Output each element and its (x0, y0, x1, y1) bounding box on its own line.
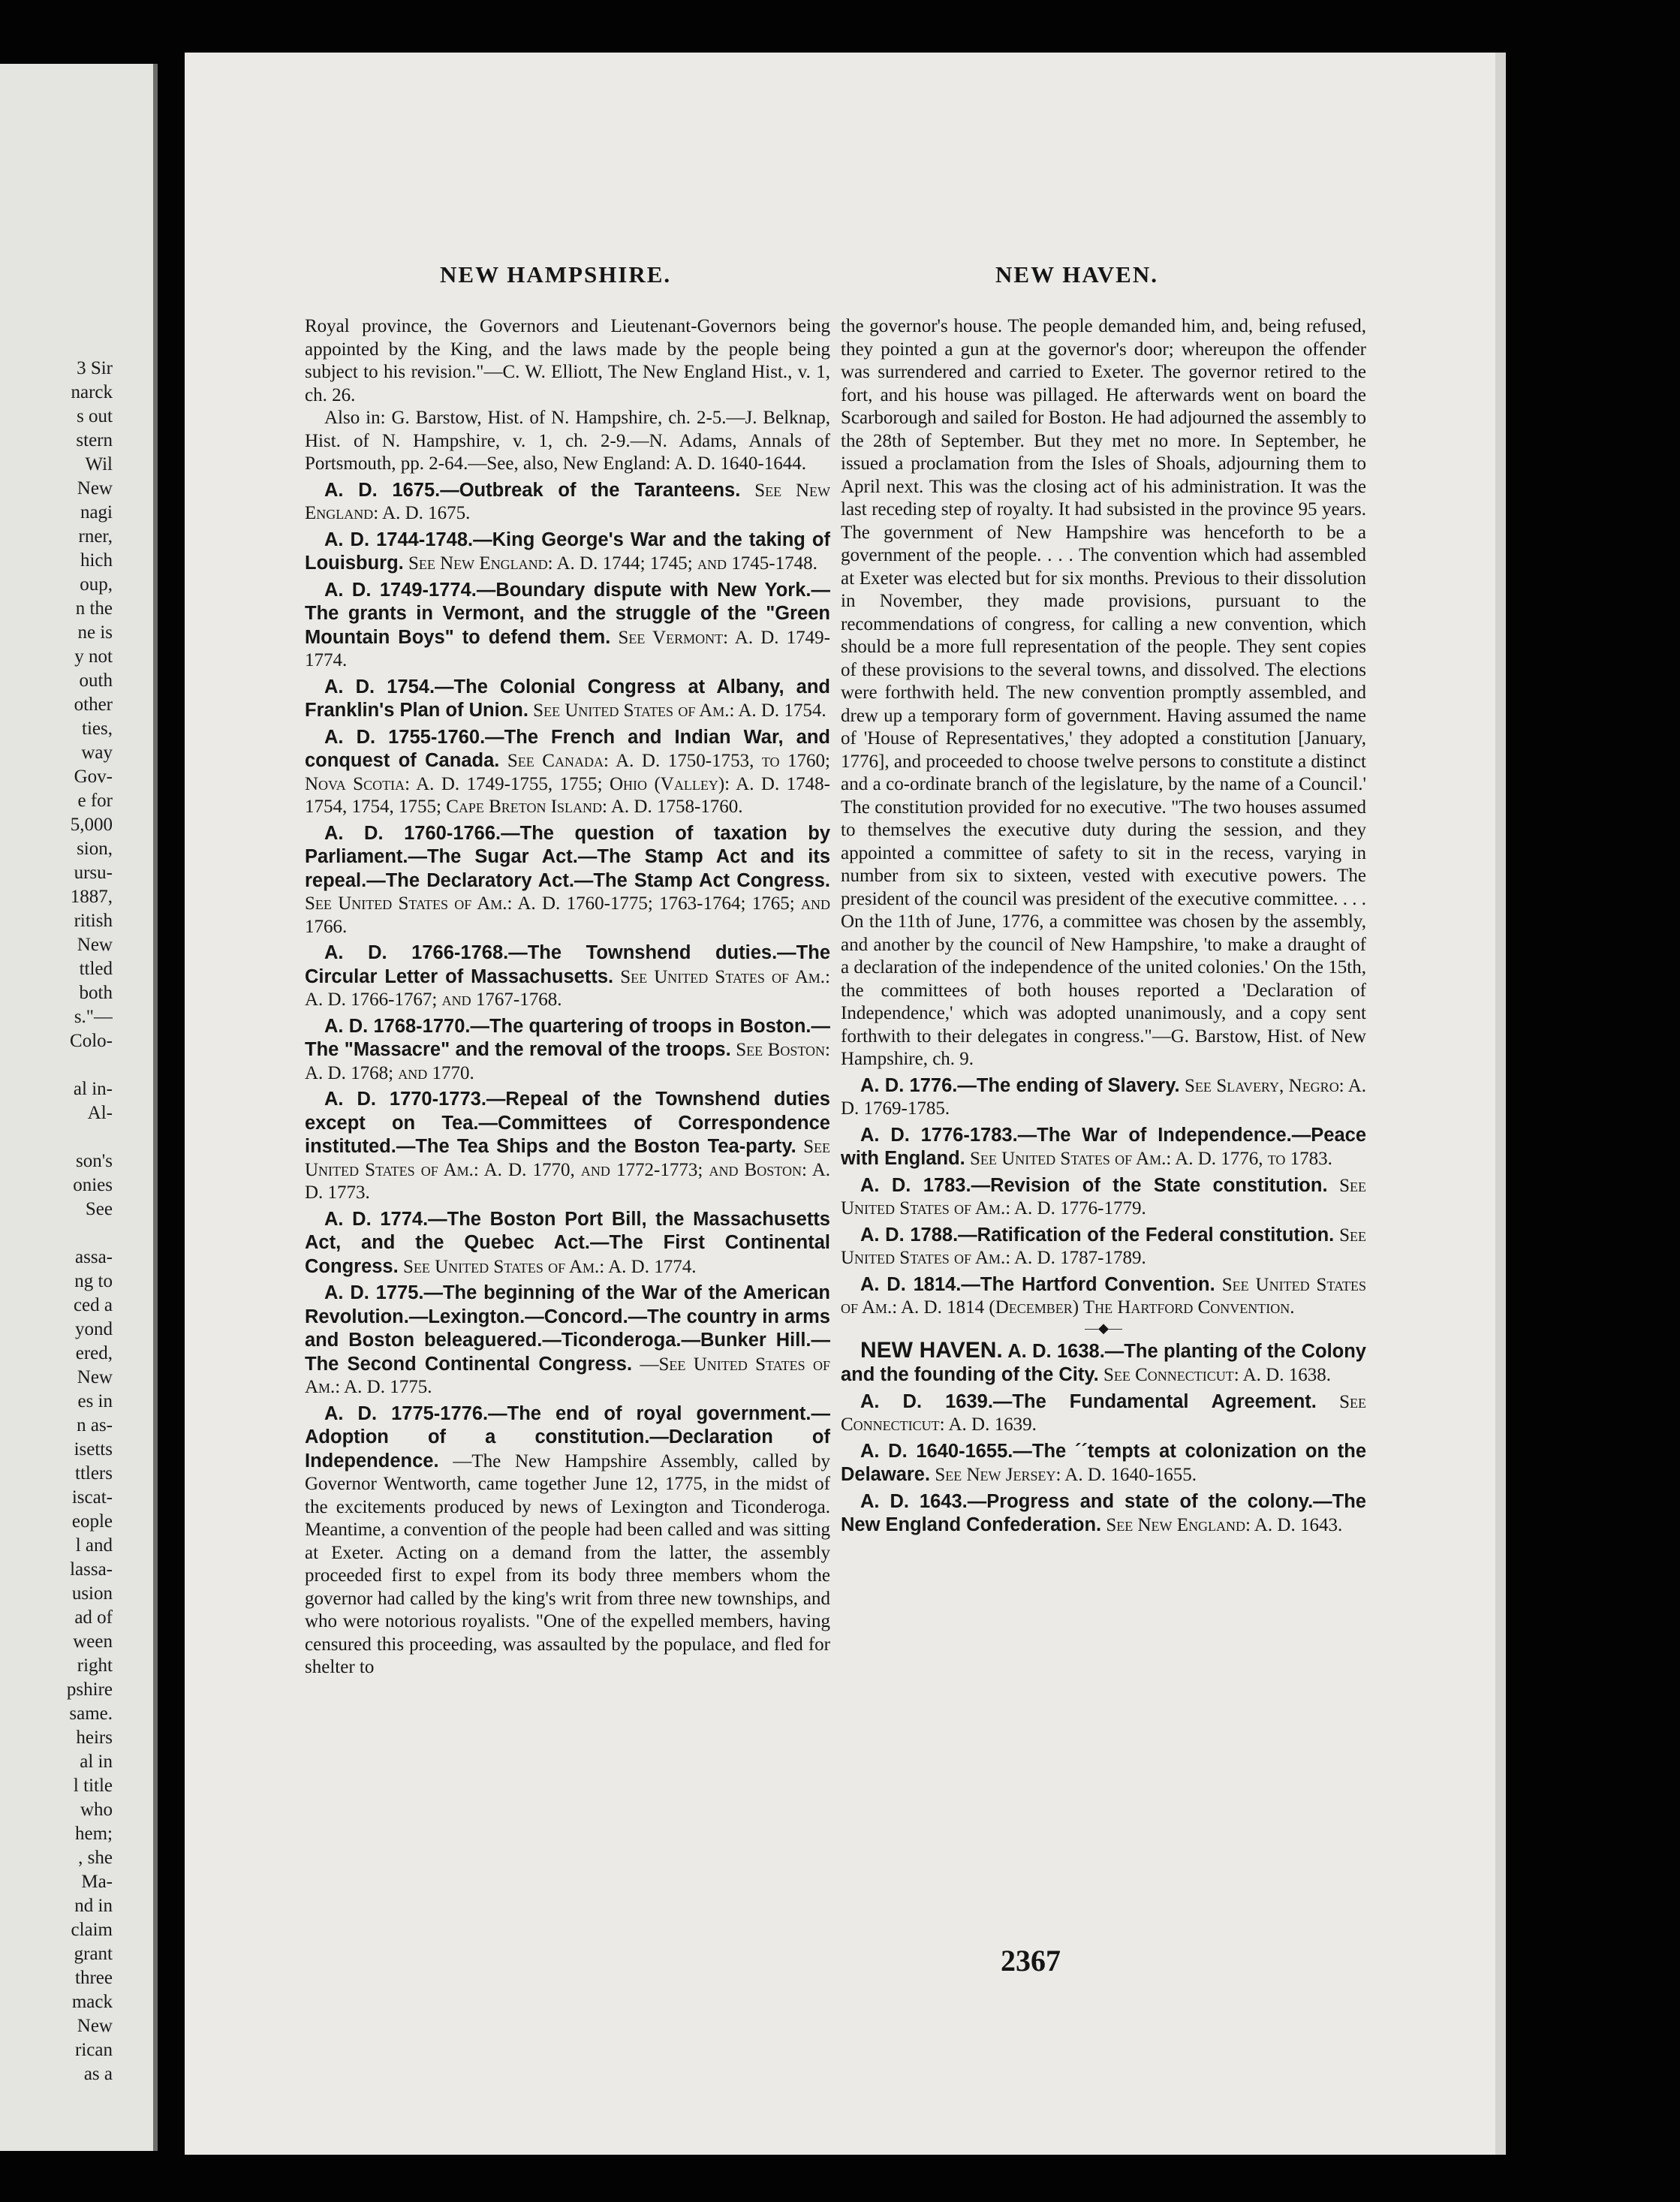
chronology-entry (305, 529, 830, 576)
entry-heading: A. D. 1776.—The ending of Slavery. (860, 1074, 1180, 1096)
right-entries (841, 1074, 1366, 1320)
fragment-line: l title (73, 1776, 113, 1796)
chronology-entry (305, 1282, 830, 1399)
fragment-line: assa- (75, 1247, 113, 1267)
fragment-line: outh (79, 670, 113, 691)
fragment-line: three (75, 1968, 113, 1988)
entry-reference: See New England: A. D. 1643. (1106, 1515, 1343, 1535)
fragment-line: Colo- (70, 1031, 113, 1051)
running-head-left: NEW HAMPSHIRE. (440, 261, 672, 288)
fragment-line: s."— (74, 1007, 113, 1027)
entry-heading: A. D. 1766-1768.—The Townshend duties.—The Circular Letter of Massachusetts. (305, 942, 830, 987)
fragment-line: ng to (74, 1271, 113, 1291)
fragment-line: son's (76, 1151, 113, 1171)
new-haven-title: NEW HAVEN. (860, 1337, 1003, 1363)
fragment-line: es in (77, 1391, 113, 1411)
book-page (185, 53, 1506, 2155)
page-gutter (153, 64, 158, 2151)
fragment-line: n the (75, 598, 113, 619)
fragment-line: n as- (77, 1415, 113, 1435)
fragment-line: 5,000 (70, 815, 113, 835)
new-haven-first-entry (841, 1339, 1366, 1387)
chronology-entry (841, 1224, 1366, 1270)
fragment-line (0, 1053, 113, 1077)
fragment-line: ered, (75, 1343, 113, 1363)
entry-reference: —See United States of Am.: A. D. 1775. (305, 1354, 830, 1397)
entry-heading: A. D. 1754.—The Colonial Congress at Albany, and Franklin's Plan of Union. (305, 676, 830, 721)
entry-reference: See Connecticut: A. D. 1638. (1103, 1365, 1331, 1385)
previous-page-text-fragments (0, 357, 113, 2086)
fragment-line: rican (75, 2040, 113, 2060)
fragment-line: ttled (79, 959, 113, 979)
fragment-line: nagi (80, 502, 113, 523)
fragment-line: isetts (74, 1439, 113, 1459)
fragment-line: al in (80, 1752, 113, 1772)
entry-heading: A. D. 1640-1655.—The ´´tempts at colonization on the Delaware. (841, 1440, 1366, 1485)
fragment-line: s out (77, 406, 113, 426)
also-in-references: Also in: G. Barstow, Hist. of N. Hampshire, ch. 2-5.—J. Belknap, Hist. of N. Hampshire, v. 1, ch. 2-9.—N. Adams, Annals of Portsmouth, pp. 2-64.—See, also, New England: A. D. 1640-1644. (305, 408, 830, 474)
page-edge-shadow (1495, 53, 1506, 2155)
entry-heading: A. D. 1768-1770.—The quartering of troops in Boston.—The "Massacre" and the removal of the troops. (305, 1015, 830, 1060)
fragment-line: Al- (87, 1103, 113, 1123)
fragment-line: mack (71, 1992, 113, 2012)
entry-heading: A. D. 1783.—Revision of the State constitution. (860, 1174, 1328, 1196)
intro-quote: Royal province, the Governors and Lieutenant-Governors being appointed by the King, and the laws made by the people being subject to his revision."—C. W. Elliott, The New England Hist., v. 1, ch. 26. (305, 316, 830, 405)
fragment-line: iscat- (71, 1487, 113, 1508)
entry-heading: A. D. 1760-1766.—The question of taxation by Parliament.—The Sugar Act.—The Stamp Act and its repeal.—The Declaratory Act.—The Stamp Act Congress. (305, 822, 830, 891)
fragment-line: See (85, 1199, 113, 1219)
fragment-line: New (77, 2016, 113, 2036)
fragment-line: y not (74, 646, 113, 667)
chronology-entry (841, 1074, 1366, 1121)
entry-heading: A. D. 1755-1760.—The French and Indian War, and conquest of Canada. (305, 726, 830, 771)
section-divider: —◆— (1085, 1320, 1122, 1336)
chronology-entry (841, 1124, 1366, 1171)
right-column (841, 315, 1366, 1538)
fragment-line: narck (71, 382, 113, 402)
fragment-line: New (77, 478, 113, 499)
fragment-line: ween (73, 1631, 113, 1652)
fragment-line: l and (75, 1535, 113, 1556)
fragment-line: ad of (74, 1607, 113, 1628)
chronology-entry (841, 1440, 1366, 1487)
entry-reference: See United States of Am.: A. D. 1766-1767; and 1767-1768. (305, 966, 830, 1010)
fragment-line: onies (73, 1175, 113, 1195)
entry-heading: A. D. 1643.—Progress and state of the colony.—The New England Confederation. (841, 1490, 1366, 1535)
fragment-line: same. (69, 1703, 113, 1724)
fragment-line: oup, (80, 574, 113, 595)
fragment-line: hem; (75, 1824, 113, 1844)
running-head-right: NEW HAVEN. (995, 261, 1158, 288)
entry-reference: See United States of Am.: A. D. 1760-1775; 1763-1764; 1765; and 1766. (305, 893, 830, 937)
entry-reference: See Boston: A. D. 1768; and 1770. (305, 1040, 830, 1083)
fragment-line: ritish (74, 911, 113, 931)
fragment-line: grant (74, 1944, 113, 1964)
chronology-entry (305, 1088, 830, 1205)
continuation-text: the governor's house. The people demanded him, and, being refused, they pointed a gun at the governor's door; whereupon the offender was surrendered and carried to Exeter. The governor retired to the fort, and his house was pillaged. He afterwards went on board the Scarborough and sailed for Boston. He had adjourned the assembly to the 28th of September. But they met no more. In September, he issued a proclamation from the Isles of Shoals, adjourning them to April next. This was the closing act of his administration. It was the last receding step of royalty. It had subsisted in the province 95 years. The government of New Hampshire was henceforth to be a government of the people. . . . The convention which had assembled at Exeter was elected but for six months. Previous to their dissolution in November, they made provisions, pursuant to the recommendations of congress, for calling a new convention, which should be a more full representation of the people. They sent copies of these provisions to the several towns, and dissolved. The elections were forthwith held. The new convention promptly assembled, and drew up a temporary form of government. Having assumed the name of 'House of Representatives,' they adopted a constitution [January, 1776], and proceeded to choose twelve persons to constitute a distinct and a co-ordinate branch of the legislature, by the name of a Council.' The constitution provided for no executive. "The two houses assumed to themselves the executive duty during the session, and they appointed a committee of safety to sit in the recess, varying in number from six to sixteen, vested with executive powers. The president of the council was president of the executive committee. . . . On the 11th of June, 1776, a committee was chosen by the assembly, and another by the council of New Hampshire, 'to make a draught of a declaration of the independence of the united colonies.' On the 15th, the committees of both houses reported a 'Declaration of Independence,' which was adopted unanimously, and a copy sent forthwith to their delegates in congress."—G. Barstow, Hist. of New Hampshire, ch. 9. (841, 316, 1366, 1069)
entry-reference: See United States of Am.: A. D. 1774. (402, 1256, 697, 1277)
chronology-entry (841, 1174, 1366, 1221)
entry-reference: See New England: A. D. 1675. (305, 480, 831, 523)
fragment-line (0, 1221, 113, 1246)
fragment-line: who (80, 1800, 113, 1820)
entry-reference: See Slavery, Negro: A. D. 1769-1785. (841, 1075, 1366, 1119)
fragment-line: lassa- (70, 1559, 113, 1580)
chronology-entry (305, 941, 830, 1012)
fragment-line: as a (83, 2064, 113, 2084)
entry-reference: See New England: A. D. 1744; 1745; and 1745-1748. (408, 553, 817, 574)
entry-reference: See Connecticut: A. D. 1639. (841, 1391, 1366, 1435)
chronology-entry (305, 579, 830, 673)
fragment-line: , she (78, 1848, 113, 1868)
entry-heading: A. D. 1776-1783.—The War of Independence.—Peace with England. (841, 1124, 1366, 1169)
entry-reference: See New Jersey: A. D. 1640-1655. (935, 1465, 1197, 1485)
chronology-entry (305, 479, 830, 526)
entry-heading: A. D. 1675.—Outbreak of the Taranteens. (324, 479, 741, 501)
entry-reference: See Canada: A. D. 1750-1753, to 1760; Nova Scotia: A. D. 1749-1755, 1755; Ohio (Valley): A. D. 1748-1754, 1754, 1755; Cape Breton Island: A. D. 1758-1760. (305, 751, 830, 817)
chronology-entry (305, 726, 830, 819)
entry-heading: A. D. 1814.—The Hartford Convention. (860, 1273, 1215, 1295)
entry-reference: See United States of Am.: A. D. 1776-1779. (841, 1175, 1366, 1218)
fragment-line: nd in (74, 1896, 113, 1916)
fragment-line: heirs (76, 1728, 113, 1748)
entry-heading: A. D. 1638.—The planting of the Colony and the founding of the City. (841, 1340, 1366, 1385)
chronology-entry (305, 1015, 830, 1086)
entry-reference: See United States of Am.: A. D. 1814 (December) The Hartford Convention. (841, 1274, 1367, 1318)
entry-reference: See United States of Am.: A. D. 1776, to 1783. (970, 1149, 1332, 1169)
entry-heading: A. D. 1774.—The Boston Port Bill, the Massachusetts Act, and the Quebec Act.—The First Continental Congress. (305, 1208, 830, 1277)
chronology-entry (305, 822, 830, 939)
fragment-line: e for (77, 791, 113, 811)
fragment-line: ursu- (74, 863, 113, 883)
entry-reference: See United States of Am.: A. D. 1787-1789. (841, 1225, 1367, 1268)
entry-heading: A. D. 1775.—The beginning of the War of the American Revolution.—Lexington.—Concord.—The country in arms and Boston beleaguered.—Ticonderoga.—Bunker Hill.—The Second Continental Congress. (305, 1282, 830, 1375)
fragment-line (0, 1125, 113, 1149)
fragment-line: other (74, 694, 113, 715)
fragment-line: claim (71, 1920, 113, 1940)
entry-heading: A. D. 1744-1748.—King George's War and the taking of Louisburg. (305, 529, 830, 574)
chronology-entry (305, 676, 830, 723)
entry-body: —The New Hampshire Assembly, called by Governor Wentworth, came together June 12, 1775, in the midst of the excitements produced by news of Lexington and Ticonderoga. Meantime, a convention of the people had been called and was sitting at Exeter. Acting on a demand from the latter, the assembly proceeded first to expel from its body three members whom the governor had called by the king's writ from three new townships, and who were notorious royalists. "One of the expelled members, having censured this proceeding, was assaulted by the populace, and fled for shelter to (305, 1450, 830, 1677)
chronology-entry (305, 1208, 830, 1279)
chronology-entry (841, 1490, 1366, 1538)
fragment-line: hich (80, 550, 113, 571)
chronology-entry (841, 1273, 1366, 1320)
fragment-line: rner, (78, 526, 113, 547)
fragment-line: right (77, 1655, 113, 1676)
fragment-line: usion (71, 1583, 113, 1604)
fragment-line: al in- (73, 1079, 113, 1099)
new-haven-entries (841, 1390, 1366, 1538)
previous-page-edge (0, 64, 158, 2151)
entry-heading: A. D. 1639.—The Fundamental Agreement. (860, 1390, 1317, 1412)
fragment-line: New (77, 1367, 113, 1387)
fragment-line: pshire (66, 1679, 113, 1700)
left-entries (305, 479, 830, 1399)
entry-heading: A. D. 1775-1776.—The end of royal government.—Adoption of a constitution.—Declaration of Independence. (305, 1402, 830, 1472)
fragment-line: yond (75, 1319, 113, 1339)
fragment-line: both (79, 983, 113, 1003)
entry-reference: See Vermont: A. D. 1749-1774. (305, 627, 830, 670)
fragment-line: ced a (73, 1295, 113, 1315)
fragment-line: way (81, 743, 113, 763)
fragment-line: Wil (85, 454, 113, 474)
fragment-line: ties, (82, 718, 113, 739)
entry-heading: A. D. 1770-1773.—Repeal of the Townshend duties except on Tea.—Committees of Correspondence instituted.—The Tea Ships and the Boston Tea-party. (305, 1089, 830, 1157)
fragment-line: ne is (77, 622, 113, 643)
fragment-line: Gov- (74, 767, 113, 787)
entry-reference: See United States of Am.: A. D. 1770, and 1772-1773; and Boston: A. D. 1773. (305, 1137, 830, 1203)
entry-1775-1776 (305, 1402, 830, 1679)
entry-heading: A. D. 1788.—Ratification of the Federal constitution. (860, 1224, 1335, 1246)
fragment-line: sion, (77, 839, 113, 859)
fragment-line: New (77, 935, 113, 955)
fragment-line: Ma- (81, 1872, 113, 1892)
fragment-line: 1887, (70, 887, 113, 907)
entry-heading: A. D. 1749-1774.—Boundary dispute with New York.—The grants in Vermont, and the struggle of the "Green Mountain Boys" to defend them. (305, 579, 830, 648)
fragment-line: stern (76, 430, 113, 450)
page-number: 2367 (1001, 1944, 1061, 1978)
fragment-line: eople (71, 1511, 113, 1532)
fragment-line: 3 Sir (77, 358, 113, 378)
left-column (305, 315, 830, 1679)
entry-reference: See United States of Am.: A. D. 1754. (533, 700, 826, 721)
fragment-line: ttlers (75, 1463, 113, 1484)
chronology-entry (841, 1390, 1366, 1437)
